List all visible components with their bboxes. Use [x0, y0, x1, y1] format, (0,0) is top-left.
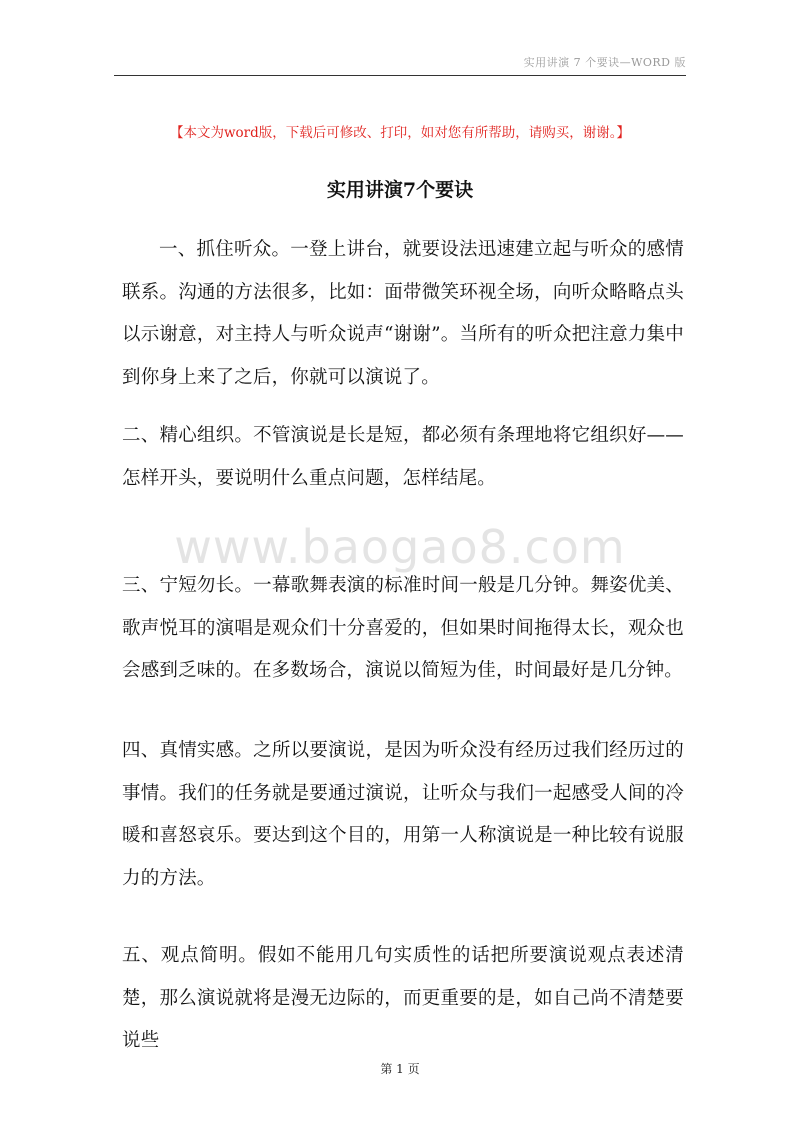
page-number: 第 1 页 [380, 1062, 420, 1076]
paragraph-4: 四、真情实感。之所以要演说，是因为听众没有经历过我们经历过的事情。我们的任务就是要通过演说，让听众与我们一起感受人间的冷暖和喜怒哀乐。要达到这个目的，用第一人称演说是一种比较有说服力的方法。 [122, 740, 684, 889]
paragraph-5: 五、观点简明。假如不能用几句实质性的话把所要演说观点表述清楚，那么演说就将是漫无边际的，而更重要的是，如自己尚不清楚要说些 [122, 945, 684, 1051]
paragraph-2: 二、精心组织。不管演说是长是短，都必须有条理地将它组织好——怎样开头，要说明什么重点问题，怎样结尾。 [122, 425, 684, 489]
watermark: www.baogao8.com [174, 520, 626, 574]
paragraph-3: 三、宁短勿长。一幕歌舞表演的标准时间一般是几分钟。舞姿优美、歌声悦耳的演唱是观众们十分喜爱的，但如果时间拖得太长，观众也会感到乏味的。在多数场合，演说以简短为佳，时间最好是几分钟。 [122, 575, 684, 681]
running-header: 实用讲演 7 个要诀—WORD 版 [523, 56, 686, 69]
document-title: 实用讲演7个要诀 [326, 179, 474, 201]
download-notice: 【本文为word版，下载后可修改、打印，如对您有所帮助，请购买，谢谢。】 [169, 125, 631, 141]
paragraph-1: 一、抓住听众。一登上讲台，就要设法迅速建立起与听众的感情联系。沟通的方法很多，比如：面带微笑环视全场，向听众略略点头以示谢意，对主持人与听众说声“谢谢”。当所有的听众把注意力集中到你身上来了之后，你就可以演说了。 [122, 239, 684, 388]
header-rule [114, 75, 686, 76]
